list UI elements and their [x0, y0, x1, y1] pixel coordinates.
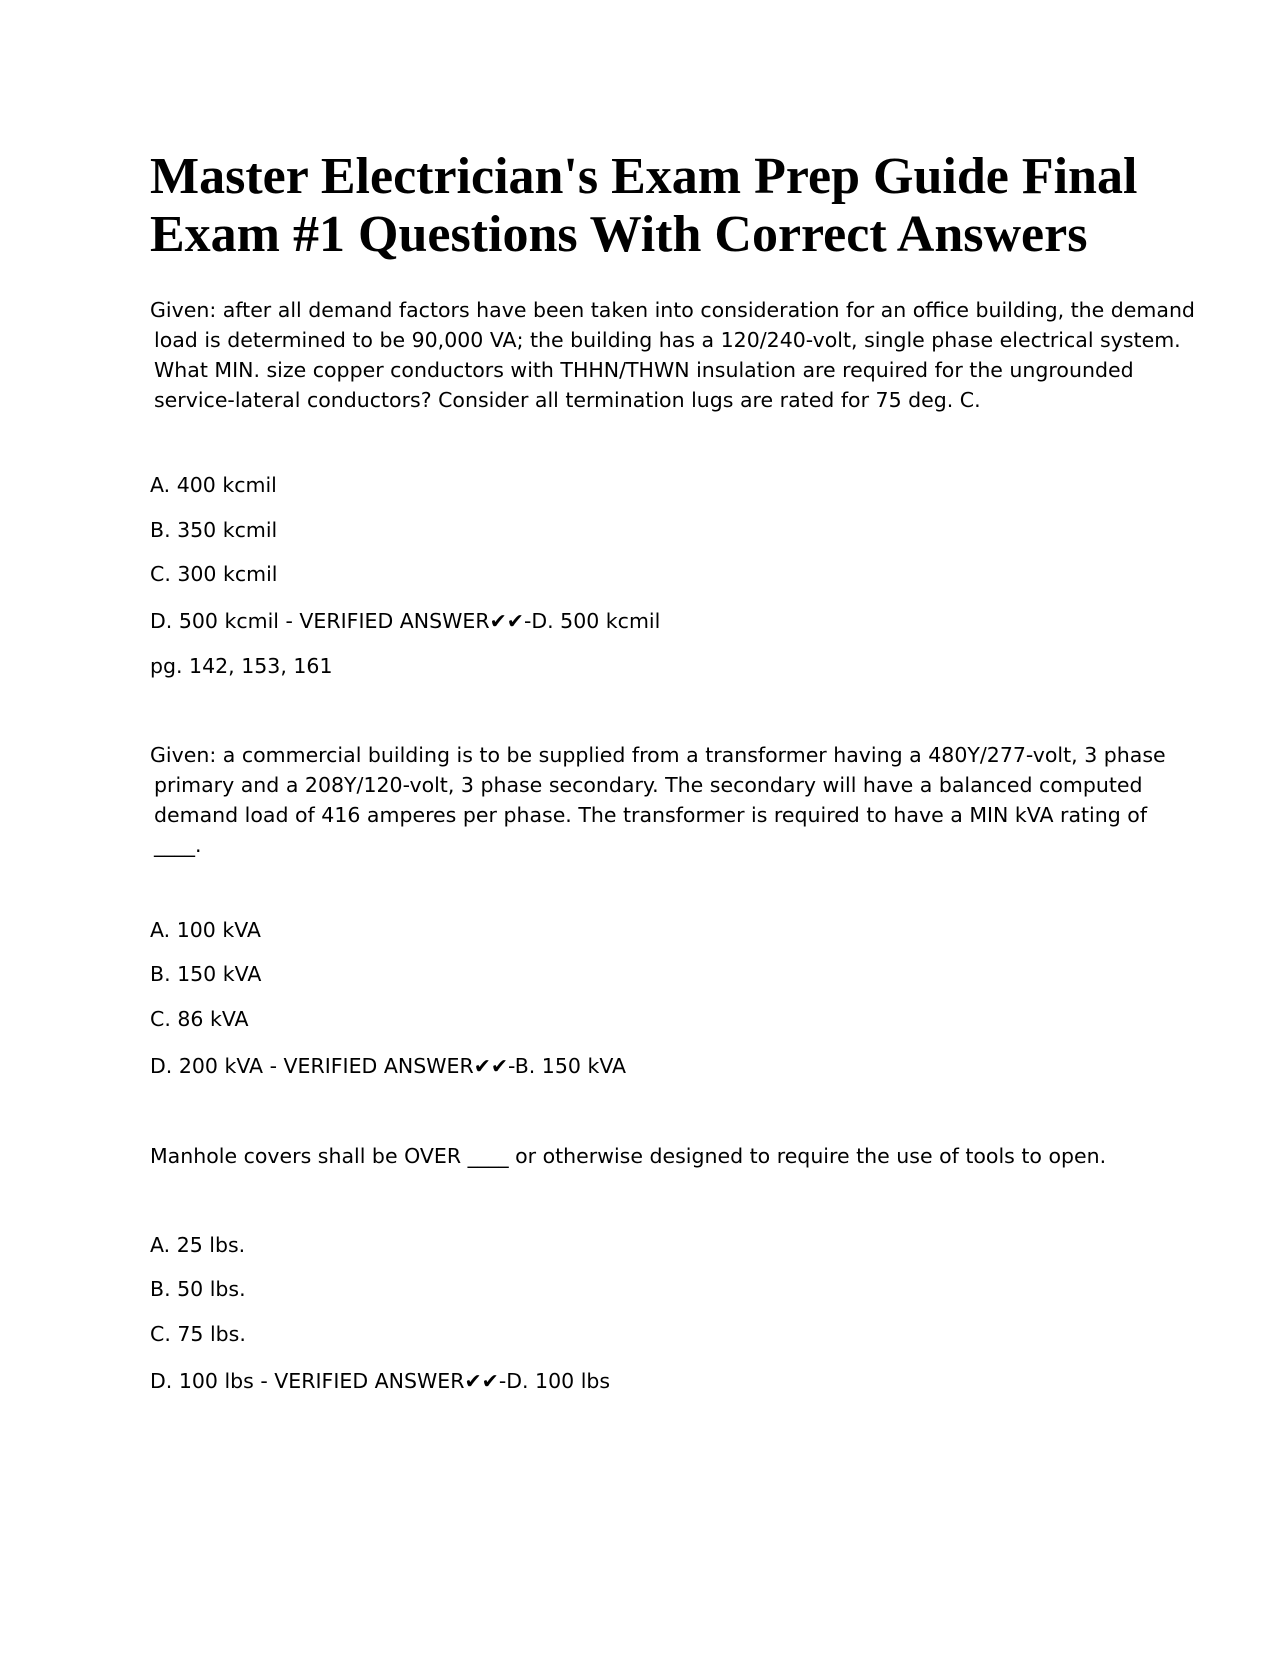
question-line: demand load of 416 amperes per phase. The transformer is required to have a MIN kVA rating of — [154, 803, 1148, 827]
question-line: service-lateral conductors? Consider all termination lugs are rated for 75 deg. C. — [154, 388, 981, 412]
question-2-stem — [150, 740, 1166, 860]
question-line: Given: after all demand factors have been taken into consideration for an office building, the demand — [150, 298, 1195, 322]
question-line: Manhole covers shall be OVER ____ or otherwise designed to require the use of tools to open. — [150, 1144, 1107, 1168]
question-2-option-b: B. 150 kVA — [150, 962, 262, 986]
question-1-option-b: B. 350 kcmil — [150, 518, 278, 542]
title-line: Master Electrician's Exam Prep Guide Final — [150, 148, 1138, 205]
question-line: load is determined to be 90,000 VA; the building has a 120/240-volt, single phase electrical system. — [154, 328, 1181, 352]
question-line: What MIN. size copper conductors with THHN/THWN insulation are required for the ungrounded — [154, 358, 1134, 382]
question-line: Given: a commercial building is to be supplied from a transformer having a 480Y/277-volt, 3 phase — [150, 743, 1166, 767]
question-1-page-reference: pg. 142, 153, 161 — [150, 654, 333, 678]
question-3-stem — [150, 1141, 1150, 1171]
question-3-option-c: C. 75 lbs. — [150, 1322, 246, 1346]
title-line: Exam #1 Questions With Correct Answers — [150, 206, 1088, 263]
question-line: primary and a 208Y/120-volt, 3 phase secondary. The secondary will have a balanced computed — [154, 773, 1143, 797]
question-2-option-c: C. 86 kVA — [150, 1007, 249, 1031]
question-1-option-c: C. 300 kcmil — [150, 562, 278, 586]
question-3-option-b: B. 50 lbs. — [150, 1277, 246, 1301]
question-2-option-a: A. 100 kVA — [150, 918, 261, 942]
question-1-stem — [150, 295, 1195, 415]
question-line: ____. — [154, 833, 202, 857]
question-1-option-a: A. 400 kcmil — [150, 473, 277, 497]
document-title — [150, 148, 1150, 264]
question-1-option-d-answer: D. 500 kcmil - VERIFIED ANSWER✔✔-D. 500 kcmil — [150, 609, 661, 633]
question-3-option-d-answer: D. 100 lbs - VERIFIED ANSWER✔✔-D. 100 lbs — [150, 1369, 611, 1393]
question-3-option-a: A. 25 lbs. — [150, 1233, 246, 1257]
question-2-option-d-answer: D. 200 kVA - VERIFIED ANSWER✔✔-B. 150 kVA — [150, 1054, 627, 1078]
